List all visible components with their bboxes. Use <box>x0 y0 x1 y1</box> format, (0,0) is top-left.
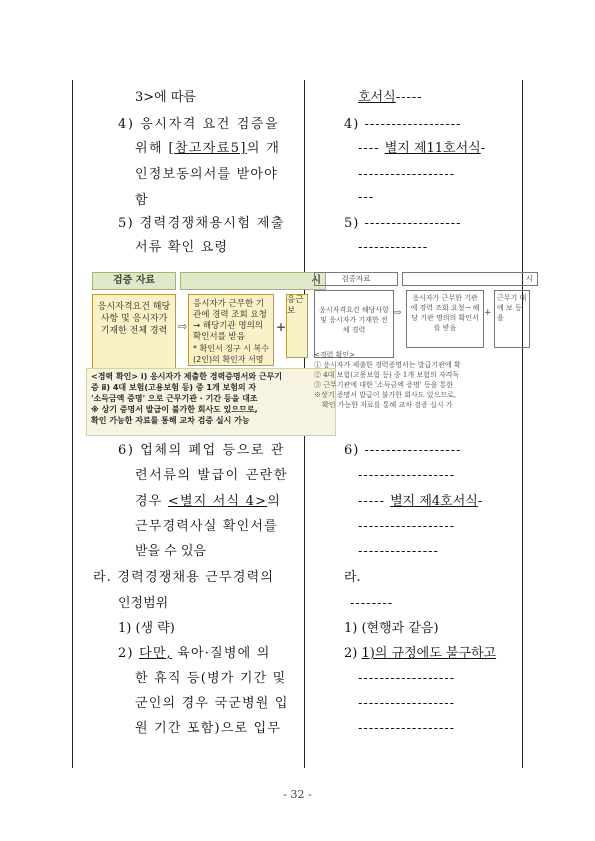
note-line: 증 ⅱ) 4대 보험(고용보험 등) 중 1개 보험의 자 <box>91 383 257 392</box>
diagram-box-partial: 응근보 <box>286 294 308 358</box>
left-text: 인정범위 <box>118 596 169 611</box>
left-text: 의 <box>267 494 281 509</box>
right-text: 5) ------------------ <box>344 216 462 231</box>
right-text: ------------------ <box>358 519 456 534</box>
note-line: ② 4대 보험(고용보험 등) 중 1개 보험의 자격득 <box>314 371 460 379</box>
left-line-13 <box>93 570 274 586</box>
right-line-6 <box>344 216 462 232</box>
right-verification-diagram <box>312 268 533 432</box>
right-line-3 <box>358 141 485 157</box>
right-line-17 <box>358 671 455 687</box>
left-text: 5) 경력경쟁채용시험 제출 <box>118 216 285 231</box>
right-text: ------------------ <box>358 696 456 711</box>
right-line-13 <box>344 570 361 586</box>
diagram-note <box>86 368 336 436</box>
note-line: ③ 근무기관에 대한 '소득금액 증명' 등을 통한 <box>314 381 454 389</box>
diagram-box-requirements: 응시자격요건 해당사항 및 응시자가 기재한 전체 경력 <box>314 290 394 358</box>
right-line-4 <box>358 167 455 183</box>
right-text: --- <box>358 190 375 205</box>
left-verification-diagram <box>86 268 321 432</box>
left-line-3 <box>135 141 280 157</box>
diagram-header: 시 <box>180 272 326 290</box>
left-line-10 <box>135 494 281 510</box>
right-text: 1) (현행과 같음) <box>344 621 439 636</box>
note-line: <경력 확인> ⅰ) 응시자가 제출한 경력증명서와 근무기 <box>91 372 283 381</box>
right-line-19 <box>358 721 455 737</box>
left-line-1 <box>135 90 196 106</box>
right-line-2 <box>344 117 462 133</box>
left-text: 2) <box>118 646 140 661</box>
left-text: 한 휴직 등(병가 기간 및 <box>135 671 287 686</box>
form-reference-link[interactable]: 별지 제11호서식 <box>384 141 481 156</box>
diagram-header: 검증자료 <box>314 272 398 286</box>
diagram-box-partial: 근무기 대 에 보 등을 <box>494 290 530 348</box>
left-line-16 <box>118 646 270 662</box>
page-number: - 32 - <box>283 788 312 801</box>
left-text: 받을 수 있음 <box>135 544 207 559</box>
right-text: 2) <box>344 646 362 661</box>
left-line-5 <box>135 193 148 209</box>
right-text: - <box>477 494 483 509</box>
left-text: 원 기간 포함)으로 입무 <box>135 721 282 736</box>
underlined-text: 1)의 규정에도 불구하고 <box>361 646 497 661</box>
left-text: 인정보동의서를 받아야 <box>135 167 278 182</box>
left-line-9 <box>135 468 288 484</box>
plus-icon: + <box>484 308 492 318</box>
left-text: 6) 업체의 폐업 등으로 관 <box>118 443 285 458</box>
left-text: 함 <box>135 193 148 208</box>
right-line-12 <box>358 544 439 560</box>
right-text: 6) ------------------ <box>344 443 462 458</box>
form-reference-link[interactable]: 별지 제4호서식 <box>390 494 478 509</box>
note-line: 확인 가능한 자료를 통해 교차 검증 실시 가 <box>322 401 453 409</box>
note-line: ※ 상기 증명서 발급이 불가한 회사도 있으므로, <box>91 405 258 414</box>
note-line: ※상기 증명서 발급이 불가한 회사도 있으므로, <box>314 391 457 399</box>
right-text: ------------------ <box>358 671 456 686</box>
left-line-18 <box>135 696 289 712</box>
right-line-7 <box>358 240 428 256</box>
left-line-7 <box>135 240 228 256</box>
left-text: 서류 확인 요령 <box>135 240 229 255</box>
note-line: '소득금액 증명' 으로 근무기관 · 기간 등을 대조 <box>91 394 258 403</box>
diagram-header: 시 <box>402 272 538 286</box>
left-line-8 <box>118 443 285 459</box>
diagram-text: 응시자가 근무한 기관에 경력 조회 요청 <box>193 299 267 320</box>
right-text: - <box>480 141 486 156</box>
right-line-8 <box>344 443 462 459</box>
left-text: 위해 <box>135 141 169 156</box>
left-text: 경우 <box>135 494 168 509</box>
left-line-15 <box>118 621 175 637</box>
right-border-line <box>522 80 523 768</box>
diagram-text: → 해당기관 명의의 확인서를 받음 <box>193 321 264 342</box>
left-text: 육아·질병에 의 <box>171 646 271 661</box>
right-text: 4) ------------------ <box>344 117 462 132</box>
left-line-11 <box>135 519 278 535</box>
right-text: ----- <box>395 90 423 105</box>
left-line-2 <box>118 117 279 133</box>
note-line: ① 응시자가 제출한 경력증명서는 발급기관에 확 <box>314 361 461 369</box>
left-text: 3>에 따름 <box>135 90 196 105</box>
right-line-5 <box>358 190 374 206</box>
plus-icon: + <box>276 320 287 334</box>
note-line: 확인 가능한 자료를 통해 교차 검증 실시 가능 <box>91 416 250 425</box>
right-text: --------------- <box>358 544 439 559</box>
left-text: 라. 경력경쟁채용 근무경력의 <box>93 570 275 585</box>
left-line-19 <box>135 721 281 737</box>
right-text: ----- <box>358 494 391 509</box>
diagram-box-career-inquiry: 응시자가 근무한 기관에 경력 조회 요청→ 해당 기관 명의의 확인서를 받음 <box>406 290 484 348</box>
left-text: 근무경력사실 확인서를 <box>135 519 278 534</box>
diagram-box-requirements: 응시자격요건 해당사항 및 응시자가 기재한 전체 경력 <box>92 294 176 370</box>
right-text: 라. <box>344 570 361 585</box>
left-text: 4) 응시자격 요건 검증을 <box>118 117 280 132</box>
underlined-text: 호서식 <box>358 90 396 105</box>
right-line-16 <box>344 646 496 662</box>
left-line-17 <box>135 671 286 687</box>
left-line-6 <box>118 216 285 232</box>
right-line-18 <box>358 696 455 712</box>
right-line-9 <box>358 468 455 484</box>
right-text: ---- <box>358 141 385 156</box>
note-line: <경력 확인> <box>314 351 356 359</box>
left-line-12 <box>135 544 206 560</box>
right-text: ------------------ <box>358 468 456 483</box>
diagram-header: 검증 자료 <box>92 272 176 290</box>
diagram-note <box>312 350 536 420</box>
left-line-14 <box>118 596 168 612</box>
right-text: -------- <box>350 596 394 611</box>
left-line-4 <box>135 167 278 183</box>
left-text: 의 개 <box>246 141 281 156</box>
diagram-box-career-inquiry <box>188 294 274 366</box>
left-text: 1) (생 략) <box>118 621 175 636</box>
reference-link[interactable]: [참고자료5] <box>168 141 247 156</box>
right-line-1 <box>358 90 423 106</box>
right-text: ------------------ <box>358 721 456 736</box>
right-line-10 <box>358 494 482 510</box>
left-border-line <box>72 80 73 768</box>
right-text: ------------- <box>358 240 429 255</box>
left-text: 군인의 경우 국군병원 입 <box>135 696 289 711</box>
left-text: 련서류의 발급이 곤란한 <box>135 468 289 483</box>
right-line-15 <box>344 621 439 637</box>
arrow-right-icon: ⇨ <box>394 308 402 318</box>
right-line-14 <box>350 596 393 612</box>
arrow-right-icon: ⇨ <box>178 320 188 333</box>
form-reference-link[interactable]: <별지 서식 4> <box>167 494 268 509</box>
underlined-text: 다만, <box>139 646 172 661</box>
right-text: ------------------ <box>358 167 456 182</box>
diagram-text: * 확인서 징구 시 복수(2인)의 확인자 서명 <box>193 344 269 364</box>
right-line-11 <box>358 519 455 535</box>
